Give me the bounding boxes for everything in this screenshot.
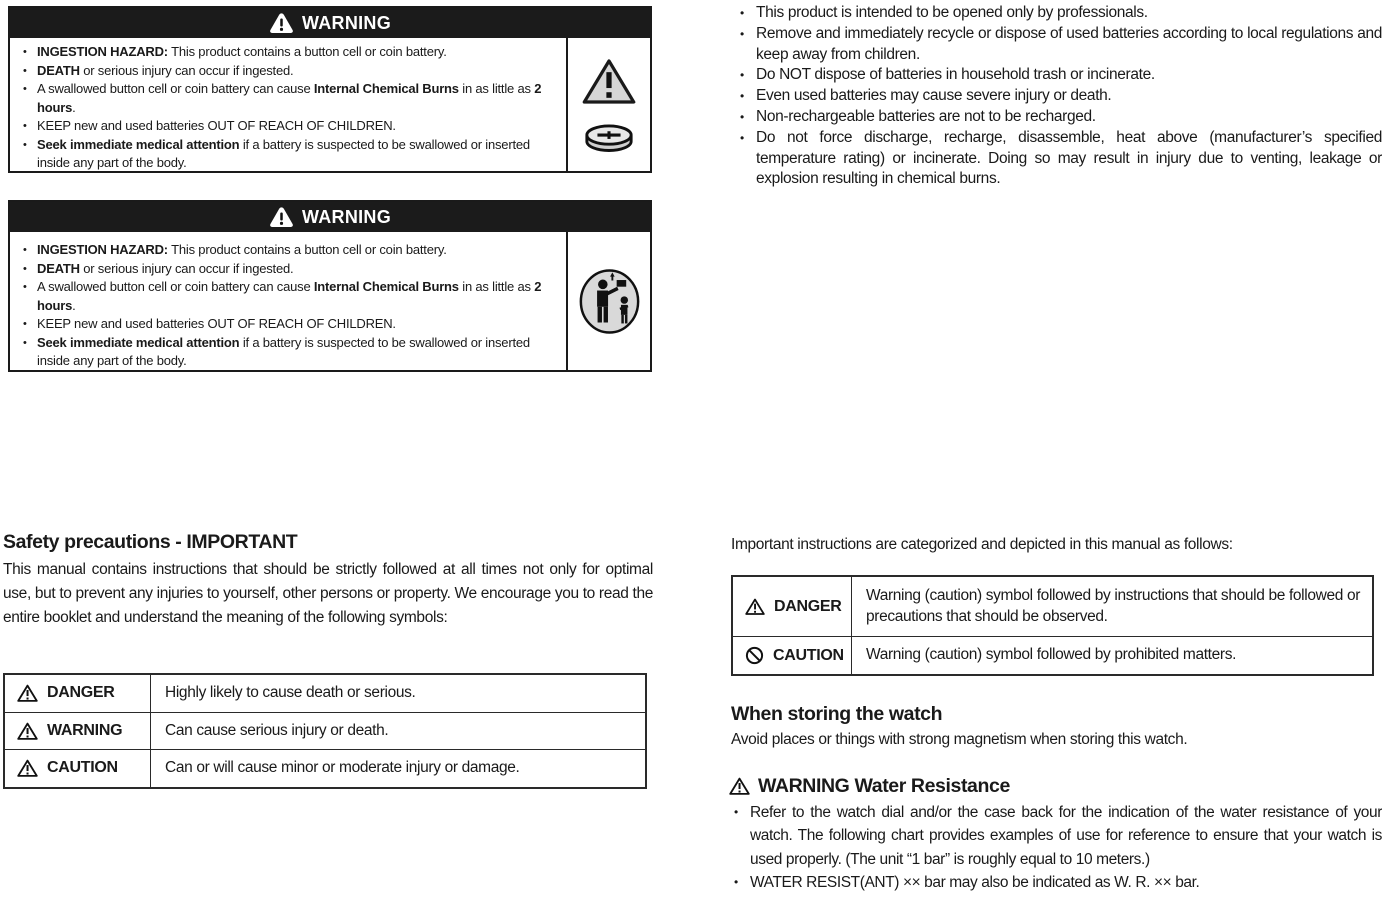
warning-triangle-outline-icon xyxy=(17,684,38,703)
warning-triangle-icon xyxy=(269,12,294,34)
table-label-cell: WARNING xyxy=(5,713,151,750)
table-row xyxy=(5,749,645,787)
table-label-cell: CAUTION xyxy=(5,750,151,787)
storing-text: Avoid places or things with strong magnetism when storing this watch. xyxy=(731,731,1188,748)
list-item: • KEEP new and used batteries OUT OF REACH OF CHILDREN. xyxy=(18,117,562,136)
list-item: • DEATH or serious injury can occur if ingested. xyxy=(18,260,562,279)
table-row xyxy=(733,636,1372,674)
list-item: • WATER RESIST(ANT) ×× bar may also be indicated as W. R. ×× bar. xyxy=(731,871,1382,894)
list-item: • Do not force discharge, recharge, disassemble, heat above (manufacturer’s specified temperature rating) or incinerate. Doing so may result in injury due to venting, leakage or explosion resulting in chemical burns. xyxy=(737,128,1382,190)
safety-precautions-intro: This manual contains instructions that should be strictly followed at all times not only for optimal use, but to prevent any injuries to yourself, other persons or property. We encourage you to read the entire booklet and understand the meaning of the following symbols: xyxy=(3,561,653,626)
list-item: • Seek immediate medical attention if a battery is suspected to be swallowed or inserted inside any part of the body. xyxy=(18,334,562,371)
warning-box-ingestion-2 xyxy=(8,200,652,372)
prohibition-icon xyxy=(745,646,764,665)
list-item: • A swallowed button cell or coin battery can cause Internal Chemical Burns in as little as 2 hours. xyxy=(18,80,562,117)
table-desc-cell: Can or will cause minor or moderate injury or damage. xyxy=(165,759,520,776)
list-item: • KEEP new and used batteries OUT OF REACH OF CHILDREN. xyxy=(18,315,562,334)
list-item: • INGESTION HAZARD: This product contains a button cell or coin battery. xyxy=(18,43,562,62)
list-item: • Seek immediate medical attention if a battery is suspected to be swallowed or inserted inside any part of the body. xyxy=(18,136,562,173)
categories-intro: Important instructions are categorized and depicted in this manual as follows: xyxy=(731,536,1233,553)
list-item: • A swallowed button cell or coin battery can cause Internal Chemical Burns in as little as 2 hours. xyxy=(18,278,562,315)
warning-triangle-icon xyxy=(269,206,294,228)
warning-bullet-list xyxy=(10,232,566,370)
list-item: • Even used batteries may cause severe injury or death. xyxy=(737,86,1382,107)
list-item: • Do NOT dispose of batteries in household trash or incinerate. xyxy=(737,65,1382,86)
table-desc-cell: Can cause serious injury or death. xyxy=(165,721,389,739)
list-item: • This product is intended to be opened only by professionals. xyxy=(737,3,1382,24)
warning-box-header xyxy=(10,202,650,232)
warning-bullet-list xyxy=(10,38,566,171)
table-label-cell: CAUTION xyxy=(733,637,852,674)
warning-box-body xyxy=(10,38,650,171)
warning-header-label: WARNING xyxy=(301,12,392,33)
table-row xyxy=(5,712,645,750)
warning-icon-panel xyxy=(566,38,650,171)
warning-box-body xyxy=(10,232,650,370)
list-item: • Remove and immediately recycle or dispose of used batteries according to local regulations and keep away from children. xyxy=(737,24,1382,66)
table-label-cell: DANGER xyxy=(733,577,852,636)
storing-title: When storing the watch xyxy=(731,703,943,725)
list-item: • Non-rechargeable batteries are not to be recharged. xyxy=(737,107,1382,128)
table-row xyxy=(5,675,645,712)
warning-box-header xyxy=(10,8,650,38)
table-row xyxy=(733,577,1372,636)
instruction-category-table xyxy=(731,575,1374,676)
warning-header-label: WARNING xyxy=(301,206,392,227)
keep-away-children-icon xyxy=(578,268,641,335)
safety-precautions-title: Safety precautions - IMPORTANT xyxy=(3,531,298,553)
warning-triangle-outline-icon xyxy=(17,722,38,741)
table-desc-cell: Warning (caution) symbol followed by prohibited matters. xyxy=(866,646,1237,664)
warning-triangle-outline-icon xyxy=(729,777,750,796)
list-item: • Refer to the watch dial and/or the case back for the indication of the water resistance of your watch. The following chart provides examples of use for reference to ensure that your watch is used properly. (The unit “1 bar” is roughly equal to 10 meters.) xyxy=(731,801,1382,871)
table-desc-cell: Warning (caution) symbol followed by instructions that should be followed or precautions that should be observed. xyxy=(866,587,1361,625)
water-resistance-title: WARNING Water Resistance xyxy=(729,775,1010,798)
table-label-cell: DANGER xyxy=(5,675,151,712)
warning-triangle-outline-icon xyxy=(17,759,38,778)
table-desc-cell: Highly likely to cause death or serious. xyxy=(165,684,416,701)
warning-triangle-icon xyxy=(581,57,637,106)
symbol-meaning-table xyxy=(3,673,647,789)
water-resistance-list xyxy=(731,801,1382,894)
list-item: • DEATH or serious injury can occur if ingested. xyxy=(18,62,562,81)
list-item: • INGESTION HAZARD: This product contains a button cell or coin battery. xyxy=(18,241,562,260)
warning-icon-panel xyxy=(566,232,650,370)
coin-battery-icon xyxy=(583,122,635,153)
warning-triangle-outline-icon xyxy=(745,598,765,616)
battery-precautions-list xyxy=(737,3,1382,190)
warning-box-ingestion-1 xyxy=(8,6,652,173)
